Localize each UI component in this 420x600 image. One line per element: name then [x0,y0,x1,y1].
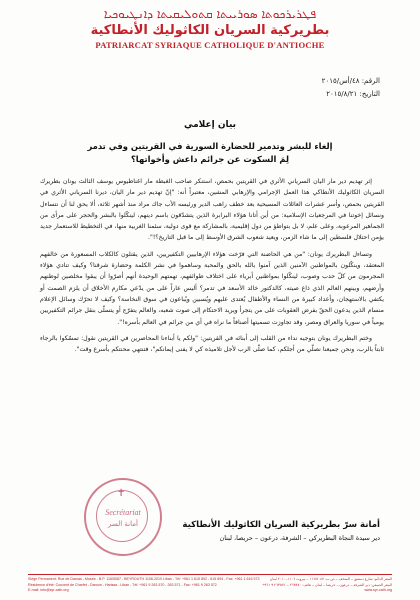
headline-line-2: لِمَ السكوت عن جرائم داعش وأخواتها؟ [130,154,290,164]
reference-block [322,75,380,101]
footer-address-fr: Siège Permanent: Rue de Damas - Musée - B.P. 116/5087 - BEYROUTH 1106-2010 Liban - Tél: +961 1 615 892 - 615 894 - Fax: +961 1 616 573 [28,577,260,581]
paragraph-2: وتساءل البطريرك يونان: "من هي الحاضنة التي فرّخت هؤلاء الإرهابيين التكفيريين، الذين يقتلون كالكلاب المسعورة من خالفهم المعتقد، وينكّلون بالمواطنين الآمنين الذين آمنوا بالله بالحق والمحبة وساهموا في نشر الكلمة وحضارة شرقنا؟ وكيف تنادي هؤلاء المجرمون من كلّ حدب وصوب، لينكّلوا بمواطنين أبرياء على اختلاف طوائفهم، تهمتهم الوحيدة أنهم أصرّوا أن يبقوا مخلصين لوطنهم وأرضهم، وبينهم العالم الذي ذاع صيته، كالدكتور خالد الأسعد في تدمر؟ أليس عاراً على من يدّعي مكارم الأخلاق أن يلزم الصمت أو يكتفي بالاستهجان، وأعداد كبيرة من النساء والأطفال يُعتدى عليهم ويُسبين ويُباعون في سوق النخاسة؟ وكيف لا تحرّك وسائل الإعلام منسام الذين يدعون الحقّ بفرض العقوبات على من يتجرأ ويريد الاحتكام إلى صوت شعبه، والعالم يتفرّج أو يتسلّى بنقل جرائم التكفيريين يومياً في سوريا والعراق ومصر، وقد تجاوزت تسميتها أصنافاً ما نراه في أي من جرائم في العالم بأسره!". [40,250,384,326]
statement-body [40,176,384,360]
paragraph-3: وختم البطريرك يونان بتوجيه نداء من القلب إلى أبنائه في القريتين: "ولكم يا أبناءنا المحاصرين في القريتين نقول: تمسّكوا بالرجاء ثابتاً بالرب، ونحن جميعنا نصلّي من أجلكم، كما صلّى الرب لأجل تلاميذه كي لا يفنى إيمانكم"، فتنتهي محنتكم بأسرع وقت". [40,334,384,354]
footer-line-2 [28,583,392,589]
paragraph-1: إثر تهديم دير مار اليان السرياني الأثري في القريتين بحمص، استنكر صاحب الغبطة مار اغناطيوس يوسف الثالث يونان بطريرك السريان الكاثوليك الأنطاكي هذا العمل الإجرامي والإرهابي المشين، معتبراً أنه: "إنّ تهديم دير مار اليان، ديرنا السرياني الأثري في القريتين بحمص، وأسر عشرات العائلات المسيحية بعد خطف راهب الدير ورئيسه الأب جاك مراد منذ أشهر ثلاثة، ألا يحق لنا أن نتساءل ونسائل إخوتنا في المرجعيات الإسلامية: من أين أتانا هؤلاء البرابرة الذين يتشدّقون باسم دينهم، لينكّلوا بالبشر والحجر على مرأى من الجماهير المرعوبة، وعلى علم، لا بل بتواطؤ من دول إقليمية، بالمشاركة مع قوى دولية، سئمنا الغربية منها، في التخطيط للاستعمار جديد يؤمن احتلال فلسطين إلى ما شاء الزمن، ويعيد شعوب الشرق الأوسط إلى ما قبل التاريخ؟!". [40,178,384,242]
letter-footer [28,574,392,594]
reference-date: التاريخ: ٢٠١٥/٨/٢١ [326,90,380,98]
cross-icon: ✝ [117,488,126,499]
seal-label: Secrétariat [105,508,141,517]
letterhead-arabic: بطريركية السريان الكاثوليك الأنطاكية [90,23,330,38]
footer-line-3 [28,588,392,594]
document-title: بيان إعلامي [184,120,236,130]
letterhead-french: PATRIARCAT SYRIAQUE CATHOLIQUE D'ANTIOCHE [95,40,325,50]
headline-line-1: إلغاء للبشر وتدمير للحضارة السورية في القريتين وفي تدمر [87,141,333,151]
seal-arabic-label: أمانة السر [108,520,138,528]
signature-office: أمانة سرّ بطريركية السريان الكاثوليك الأنطاكية [182,520,380,530]
secretariat-seal [84,478,162,556]
footer-summer-ar: المقر الصيفي: دير الشرفة – درعون – حريصا – لبنان – هاتف: ٢٦٣٥٧٠ – ٢٦٣٥٧١ ٩ ٩٦١+ [262,582,392,587]
letterhead-syriac: ܦܛܪܝܪܟܘܬܐ ܣܘܪܝܝܬܐ ܩܬܘܠܝܩܝܬܐ ܕܐܢܛܝܘܟܝܐ [103,7,317,21]
reference-number: الرقم: ٤٨/أس/٢٠١٥ [321,77,380,85]
signature-address: دير سيدة النجاة البطريركي – الشرفة، درعون – حريصا، لبنان [219,534,380,542]
signature-block [182,519,380,544]
footer-email: E-mail: info@syr-cath.org [28,588,69,592]
footer-address-ar: المقر الدائم: شارع دمشق – المتحف – ص.ب: ١١٦/٥٠٨٧ – بيروت ١١٠٦–٢٠١٠ لبنان [269,577,392,581]
footer-summer-fr: Résidence d'été: Couvent de Charfet - Daroun - Harissa - Liban - Tél: +961 9 263 570 - 263 571 - Fax: +961 9 263 572 [28,582,217,587]
letterhead [0,6,420,51]
footer-website: www.syr-cath.org [364,588,392,592]
